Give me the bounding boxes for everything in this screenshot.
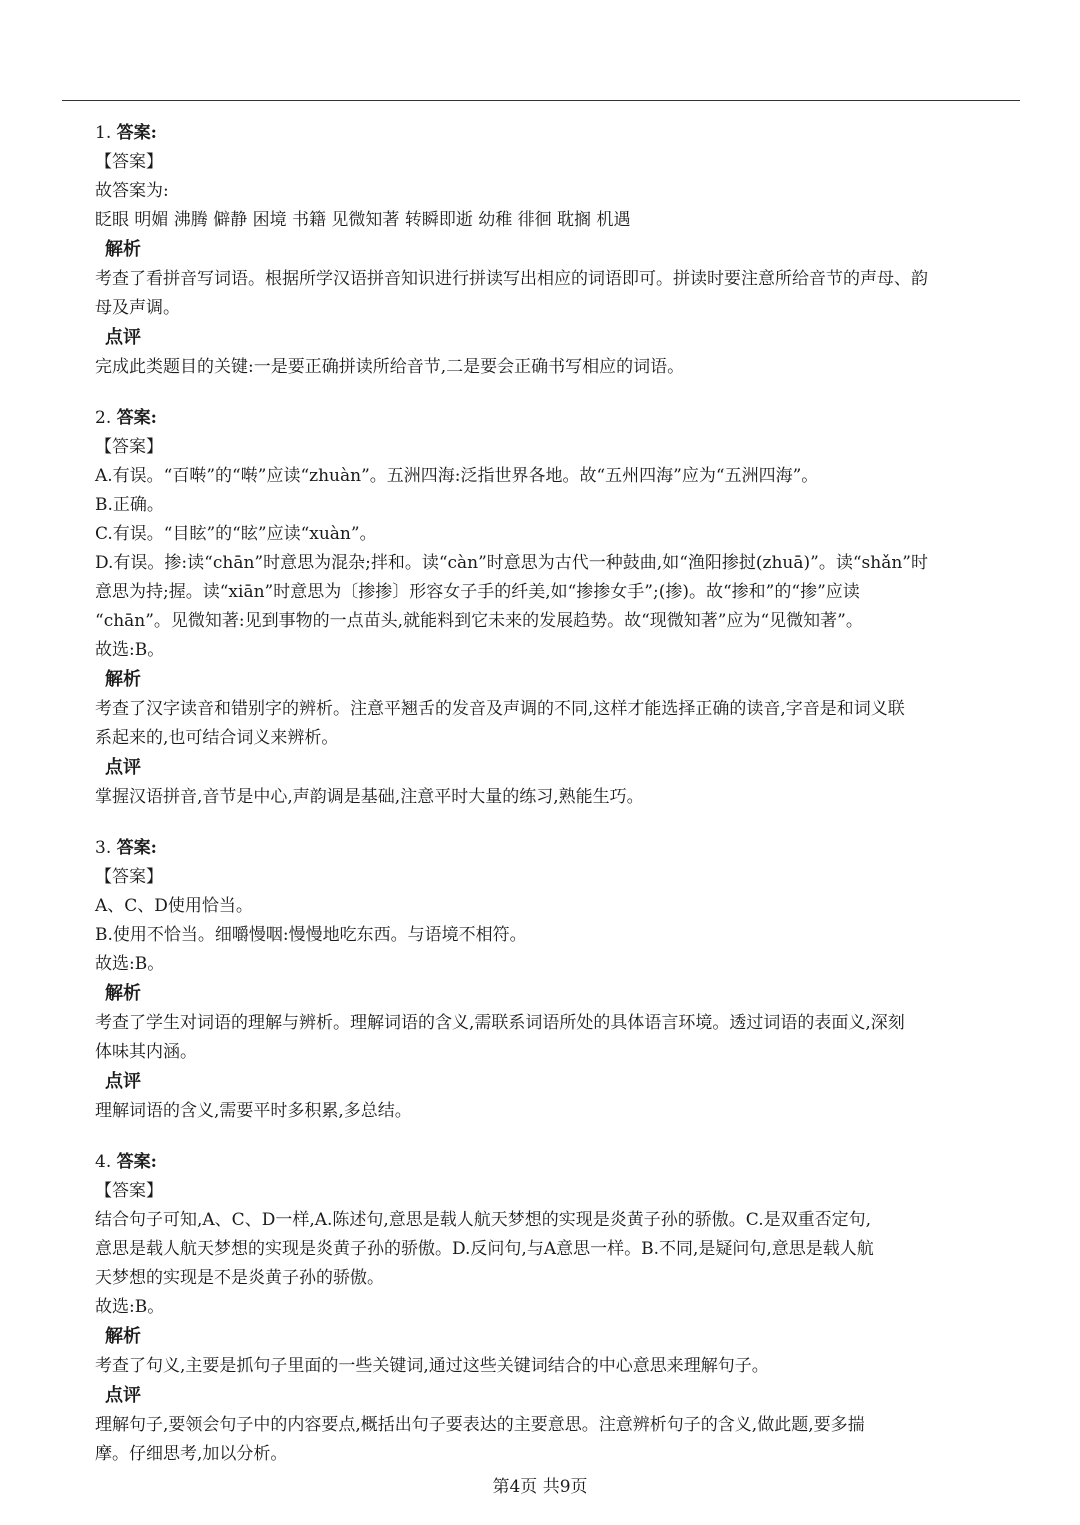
question-heading xyxy=(95,1147,1035,1177)
comment-heading: 点评 xyxy=(105,757,141,778)
answer-heading: 答案: xyxy=(116,1152,157,1172)
question-number: 3. xyxy=(95,838,112,858)
comment-line: 摩。仔细思考,加以分析。 xyxy=(95,1444,288,1464)
comment-line: 掌握汉语拼音,音节是中心,声韵调是基础,注意平时大量的练习,熟能生巧。 xyxy=(95,787,644,807)
answer-line: 故选:B。 xyxy=(95,1297,165,1317)
answer-line: D.有误。掺:读“chān”时意思为混杂;拌和。读“càn”时意思为古代一种鼓曲,如“渔阳掺挝(zhuā)”。读“shǎn”时 xyxy=(95,553,928,573)
answer-content xyxy=(95,118,1035,1469)
answer-line: 故答案为: xyxy=(95,181,169,201)
analysis-line: 系起来的,也可结合词义来辨析。 xyxy=(95,728,339,748)
comment-heading: 点评 xyxy=(105,1385,141,1406)
answer-line: B.使用不恰当。细嚼慢咽:慢慢地吃东西。与语境不相符。 xyxy=(95,925,527,945)
question-heading xyxy=(95,403,1035,433)
comment-line: 完成此类题目的关键:一是要正确拼读所给音节,二是要会正确书写相应的词语。 xyxy=(95,357,685,377)
header-rule xyxy=(62,100,1020,101)
analysis-heading: 解析 xyxy=(105,1326,141,1347)
answer-heading: 答案: xyxy=(116,838,157,858)
analysis-heading: 解析 xyxy=(105,669,141,690)
page-number: 第4页 共9页 xyxy=(492,1477,588,1497)
question-4 xyxy=(95,1147,1035,1469)
answer-line: B.正确。 xyxy=(95,495,164,515)
analysis-heading: 解析 xyxy=(105,983,141,1004)
answer-line: “chān”。见微知著:见到事物的一点苗头,就能料到它未来的发展趋势。故“现微知著”应为“见微知著”。 xyxy=(95,611,863,631)
question-1 xyxy=(95,118,1035,382)
analysis-heading: 解析 xyxy=(105,239,141,260)
question-2 xyxy=(95,403,1035,812)
answer-tag: 【答案】 xyxy=(95,867,163,887)
answer-tag: 【答案】 xyxy=(95,1181,163,1201)
question-number: 1. xyxy=(95,123,112,143)
answer-line: 天梦想的实现是不是炎黄子孙的骄傲。 xyxy=(95,1268,384,1288)
comment-heading: 点评 xyxy=(105,1071,141,1092)
analysis-line: 考查了句义,主要是抓句子里面的一些关键词,通过这些关键词结合的中心意思来理解句子。 xyxy=(95,1356,769,1376)
comment-heading: 点评 xyxy=(105,327,141,348)
comment-line: 理解词语的含义,需要平时多积累,多总结。 xyxy=(95,1101,412,1121)
analysis-line: 母及声调。 xyxy=(95,298,180,318)
answer-line: 故选:B。 xyxy=(95,640,165,660)
question-3 xyxy=(95,833,1035,1126)
comment-line: 理解句子,要领会句子中的内容要点,概括出句子要表达的主要意思。注意辨析句子的含义,做此题,要多揣 xyxy=(95,1415,865,1435)
answer-line: 意思为持;握。读“xiān”时意思为〔掺掺〕形容女子手的纤美,如“掺掺女手”;(掺)。故“掺和”的“掺”应读 xyxy=(95,582,860,602)
answer-line: A、C、D使用恰当。 xyxy=(95,896,253,916)
analysis-line: 体味其内涵。 xyxy=(95,1042,197,1062)
answer-heading: 答案: xyxy=(116,123,157,143)
answer-line: C.有误。“目眩”的“眩”应读“xuàn”。 xyxy=(95,524,377,544)
answer-tag: 【答案】 xyxy=(95,437,163,457)
question-heading xyxy=(95,833,1035,863)
answer-line: A.有误。“百啭”的“啭”应读“zhuàn”。五洲四海:泛指世界各地。故“五州四海”应为“五洲四海”。 xyxy=(95,466,819,486)
answer-line: 结合句子可知,A、C、D一样,A.陈述句,意思是载人航天梦想的实现是炎黄子孙的骄傲。C.是双重否定句, xyxy=(95,1210,872,1230)
answer-line: 故选:B。 xyxy=(95,954,165,974)
analysis-line: 考查了学生对词语的理解与辨析。理解词语的含义,需联系词语所处的具体语言环境。透过词语的表面义,深刻 xyxy=(95,1013,905,1033)
analysis-line: 考查了汉字读音和错别字的辨析。注意平翘舌的发音及声调的不同,这样才能选择正确的读音,字音是和词义联 xyxy=(95,699,905,719)
answer-heading: 答案: xyxy=(116,408,157,428)
question-number: 4. xyxy=(95,1152,112,1172)
question-heading xyxy=(95,118,1035,148)
answer-line: 眨眼 明媚 沸腾 僻静 困境 书籍 见微知著 转瞬即逝 幼稚 徘徊 耽搁 机遇 xyxy=(95,210,631,230)
analysis-line: 考查了看拼音写词语。根据所学汉语拼音知识进行拼读写出相应的词语即可。拼读时要注意所给音节的声母、韵 xyxy=(95,269,928,289)
question-number: 2. xyxy=(95,408,112,428)
answer-tag: 【答案】 xyxy=(95,152,163,172)
answer-line: 意思是载人航天梦想的实现是炎黄子孙的骄傲。D.反问句,与A意思一样。B.不同,是疑问句,意思是载人航 xyxy=(95,1239,874,1259)
